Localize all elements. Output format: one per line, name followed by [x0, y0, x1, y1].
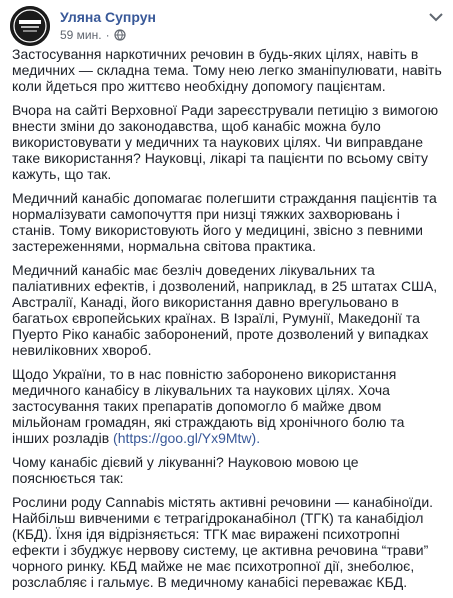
post-body [12, 46, 443, 598]
separator-dot: · [105, 28, 110, 42]
post-paragraph: Медичний канабіс допомагає полегшити страждання пацієнтів та нормалізувати самопочуття при низці тяжких захворювань і станів. Тому використовують його у медицині, звісно з певними застереженнями, нормальна світова практика. [12, 190, 437, 254]
goo-gl-link[interactable]: (https://goo.gl/Yx9Mtw). [113, 430, 261, 446]
ukraine-text: Щодо України, то в нас повністю заборонено використання медичного канабісу в лікувальних та наукових цілях. Хоча застосування таких препаратів допомогло б майже двом мільйонам громадян, які страждають від хронічного болю та інших розладів [12, 366, 405, 446]
post-paragraph-ukraine [12, 366, 443, 446]
post-header [10, 6, 443, 42]
avatar-logo-icon [10, 6, 50, 46]
post-meta [60, 28, 126, 42]
post-paragraph: Рослини роду Cannabis містять активні речовини — канабіноїди. Найбільш вивченими є тетрагідроканабінол (ТГК) та канабідіол (КБД). Їхня ідя відрізняється: ТГК має виражені психотропні ефекти і збуджує нервову систему, це активна речовина “трави” чорного ринку. КБД майже не має психотропної дії, знеболює, розслабляє і гальмує. В медичному канабісі переважає КБД. [12, 494, 434, 590]
post-time[interactable]: 59 мин. [60, 28, 102, 42]
post-paragraph: Вчора на сайті Верховної Ради зареєстрували петицію з вимогою внести зміни до законодавства, щоб канабіс можна було використовувати у медичних та наукових цілях. Чи виправдане таке використання? Науковці, лікарі та пацієнти по всьому світу кажуть, що так. [12, 102, 439, 182]
globe-icon [114, 29, 126, 41]
author-name[interactable]: Уляна Супрун [60, 9, 156, 25]
post-paragraph: Медичний канабіс має безліч доведених лікувальних та паліативних ефектів, і дозволений, наприклад, в 25 штатах США, Австралії, Канаді, його використання давно врегульовано в багатьох європейських країнах. В Ізраїлі, Румунії, Македонії та Пуерто Ріко канабіс заборонений, проте дозволений у випадках невиліковних хвороб. [12, 262, 438, 358]
author-avatar[interactable] [10, 6, 50, 46]
post-paragraph: Застосування наркотичних речовин в будь-яких цілях, навіть в медичних — складна тема. Тому нею легко зманіпулювати, навіть коли йдеться про життєво необхідну допомогу пацієнтам. [12, 46, 442, 94]
post-paragraph: Чому канабіс дієвий у лікуванні? Науковою мовою це пояснюється так: [12, 454, 359, 486]
chevron-down-icon[interactable] [429, 12, 443, 22]
